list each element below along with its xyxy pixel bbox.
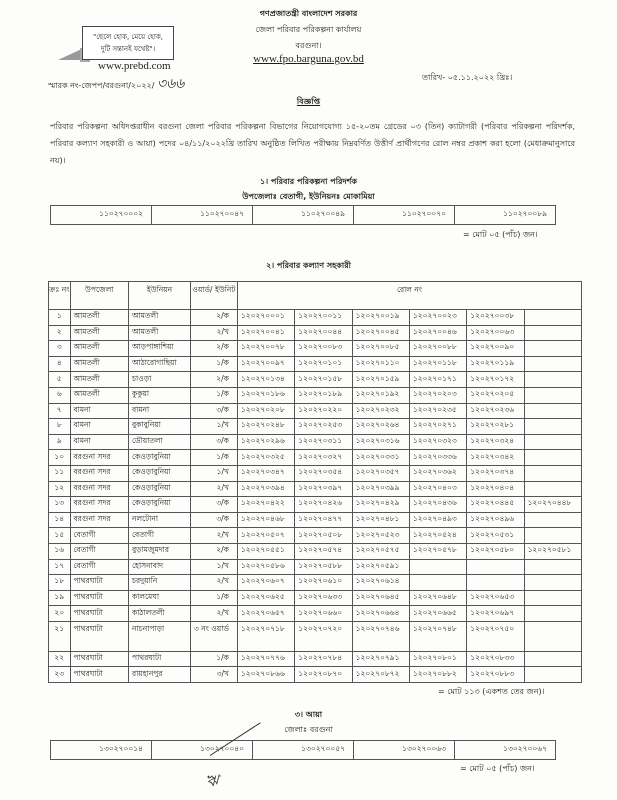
serial-cell: ৬ — [49, 387, 71, 403]
table-row — [49, 543, 582, 559]
roll-cell — [524, 419, 581, 435]
serial-cell: ১ — [49, 310, 71, 326]
roll-cell: ১২০২৭০৮৩৩ — [467, 651, 524, 667]
table-row — [49, 419, 582, 435]
serial-cell: ২৩ — [49, 667, 71, 683]
union-cell: আঠারোগাছিয়া — [129, 356, 191, 372]
roll-cell: ১৩০২৭০০৪০ — [152, 741, 253, 760]
roll-cell: ১২০২৭০২০৮ — [237, 403, 294, 419]
table-row — [49, 621, 582, 651]
roll-cell: ১২০২৭০৫৭৮ — [409, 543, 466, 559]
roll-cell — [524, 465, 581, 481]
roll-cell: ১২০২৭০৫৭৪ — [295, 543, 352, 559]
roll-cell — [467, 559, 524, 575]
roll-cell — [409, 559, 466, 575]
roll-cell — [524, 372, 581, 388]
table-header-row — [49, 282, 582, 310]
roll-cell — [524, 528, 581, 544]
notice-title: বিজ্ঞপ্তি — [296, 97, 321, 106]
serial-cell: ৫ — [49, 372, 71, 388]
roll-cell: ১২০২৭০৫০৮ — [295, 528, 352, 544]
roll-cell — [524, 450, 581, 466]
union-cell: আমতলী — [129, 325, 191, 341]
roll-cell: ১২০২৭০৩৪৭ — [237, 465, 294, 481]
memo-prefix: স্মারক নং-জেপপ/বরগুনা/২০২২/ — [48, 81, 155, 90]
roll-cell — [524, 667, 581, 683]
serial-cell: ২১ — [49, 621, 71, 651]
roll-cell: ১২০২৭০০৯৭ — [237, 356, 294, 372]
roll-cell: ১২০২৭০৬৩৩ — [295, 590, 352, 606]
table-row — [49, 528, 582, 544]
roll-cell — [524, 481, 581, 497]
upazila-cell: আমতলী — [70, 387, 129, 403]
table-row — [49, 651, 582, 667]
roll-cell: ১২০২৭০০১৯ — [352, 310, 409, 326]
roll-cell: ১২০২৭০৮৭০ — [295, 667, 352, 683]
roll-cell — [409, 575, 466, 591]
upazila-cell: পাথরঘাটা — [70, 590, 129, 606]
roll-cell: ১২০২৭০৬৬৫ — [409, 606, 466, 622]
upazila-cell: বরগুনা সদর — [70, 481, 129, 497]
table-row — [49, 372, 582, 388]
roll-cell: ১২০২৭০০৪৪ — [295, 325, 352, 341]
header-union: ইউনিয়ন — [129, 282, 191, 310]
serial-cell: ১৭ — [49, 559, 71, 575]
roll-cell: ১২০২৭০৪৪৫ — [467, 497, 524, 513]
union-cell: কেওড়াবুনিয়া — [129, 497, 191, 513]
upazila-cell: বামনা — [70, 434, 129, 450]
header-upazila: উপজেলা — [70, 282, 129, 310]
notice-body: পরিবার পরিকল্পনা অধিদপ্তরাধীন বরগুনা জেলা পরিবার পরিকল্পনা বিভাগের নিয়োগযোগ্য ১৫-২০তম গ্রেডের ০৩ (তিন) ক্যাটাগরী (পরিবার পরিকল্পনা পরিদর্শক, পরিবার কল্যাণ সহকারী ও আয়া) পদের ০৪/১১/২০২২খ্রি তারিখ অনুষ্ঠিত লিখিত পরীক্ষায় নিম্নবর্ণিত উত্তীর্ণ প্রার্থীগণের রোল নম্বর প্রকাশ করা হলো (মেধাক্রমানুসারে নয়)। — [50, 122, 575, 165]
upazila-cell: আমতলী — [70, 356, 129, 372]
roll-cell: ১২০২৭০১৮৬ — [237, 387, 294, 403]
roll-cell: ১২০২৭০৬২৫ — [237, 590, 294, 606]
roll-cell: ১২০২৭০৩৪২ — [467, 450, 524, 466]
union-cell: কালমেঘা — [129, 590, 191, 606]
roll-cell: ১২০২৭০৩২৪ — [467, 434, 524, 450]
header-roll: রোল নং — [237, 282, 581, 310]
upazila-cell: বামনা — [70, 403, 129, 419]
section2-total: = মোট ১১৩ (একশত তের জন)। — [438, 687, 545, 696]
roll-cell — [524, 341, 581, 357]
serial-cell: ১৩ — [49, 497, 71, 513]
table-row — [49, 356, 582, 372]
roll-cell: ১২০২৭০৫৩১ — [467, 528, 524, 544]
roll-cell: ১২০২৭০৩২৭ — [295, 450, 352, 466]
office-location: বরগুনা। — [295, 41, 322, 50]
roll-cell: ১২০২৭০০৬৩ — [467, 325, 524, 341]
roll-cell — [524, 606, 581, 622]
union-cell: রায়হানপুর — [129, 667, 191, 683]
roll-cell: ১২০২৭০১৩৪ — [237, 372, 294, 388]
roll-cell: ১২০২৭০০৮৮ — [409, 341, 466, 357]
section1-title: ১। পরিবার পরিকল্পনা পরিদর্শক — [260, 177, 357, 186]
roll-cell: ১২০২৭০৭৪৮ — [409, 621, 466, 651]
roll-cell: ১২০২৭০৭৮৪ — [295, 651, 352, 667]
roll-cell — [524, 403, 581, 419]
roll-cell: ১১০২৭০০০২ — [51, 206, 152, 225]
union-cell: পাথরঘাটা — [129, 651, 191, 667]
roll-cell: ১২০২৭০০৯০ — [467, 341, 524, 357]
ward-cell: ১/ক — [190, 450, 237, 466]
table-row — [49, 310, 582, 326]
table-row — [49, 341, 582, 357]
office-website-link[interactable]: www.fpo.barguna.gov.bd — [253, 53, 364, 65]
serial-cell: ১৯ — [49, 590, 71, 606]
roll-cell: ১২০২৭০৫৮৬ — [237, 559, 294, 575]
roll-cell: ১২০২৭০৮৬৬ — [237, 667, 294, 683]
roll-cell: ১২০২৭০১৭২ — [467, 372, 524, 388]
roll-cell: ১২০২৭০৬০৭ — [237, 575, 294, 591]
section1-total: = মোট ০৫ (পাঁচ) জন। — [463, 230, 538, 239]
serial-cell: ৯ — [49, 434, 71, 450]
notice-date: তারিখ- ০৫.১১.২০২২ খ্রিঃ। — [422, 73, 513, 82]
roll-cell: ১২০২৭০৫২৩ — [352, 528, 409, 544]
slogan-website: www.prebd.com — [98, 60, 171, 72]
roll-cell: ১২০২৭০৫২৪ — [409, 528, 466, 544]
roll-cell: ১২০২৭০২৭১ — [409, 419, 466, 435]
roll-cell: ১২০২৭০৪০৪ — [467, 481, 524, 497]
roll-cell: ১২০২৭০১৫৯ — [352, 372, 409, 388]
roll-cell: ১২০২৭০৮৮২ — [409, 667, 466, 683]
upazila-cell: পাথরঘাটা — [70, 621, 129, 651]
table-row — [49, 450, 582, 466]
ward-cell: ১/খ — [190, 559, 237, 575]
table-row — [49, 575, 582, 591]
roll-cell: ১২০২৭০৪২২ — [237, 497, 294, 513]
roll-cell: ১২০২৭০০৮৩ — [295, 341, 352, 357]
roll-cell: ১২০২৭০৪৭৭ — [295, 512, 352, 528]
roll-cell: ১২০২৭০৫৮৮ — [295, 559, 352, 575]
serial-cell: ৩ — [49, 341, 71, 357]
roll-cell: ১২০২৭০২৩৬ — [467, 403, 524, 419]
table-row — [49, 387, 582, 403]
union-cell: কেওড়াবুনিয়া — [129, 465, 191, 481]
roll-cell: ১২০২৭০১৮৯ — [295, 387, 352, 403]
serial-cell: ১৫ — [49, 528, 71, 544]
section1-subtitle: উপজেলাঃ বেতাগী, ইউনিয়নঃ মোকামিয়া — [242, 192, 375, 201]
serial-cell: ১২ — [49, 481, 71, 497]
roll-cell: ১৩০২৭০০৬৩ — [354, 741, 455, 760]
ward-cell: ২/খ — [190, 606, 237, 622]
roll-cell: ১২০২৭০৩১১ — [295, 434, 352, 450]
union-cell: আড়পাঙ্গাশিয়া — [129, 341, 191, 357]
union-cell: বুকাবুনিয়া — [129, 419, 191, 435]
roll-cell: ১২০২৭০৮০১ — [409, 651, 466, 667]
serial-cell: ১৬ — [49, 543, 71, 559]
roll-cell: ১২০২৭০৮৮৩ — [467, 667, 524, 683]
roll-cell: ১২০২৭০১১৮ — [409, 356, 466, 372]
upazila-cell: পাথরঘাটা — [70, 651, 129, 667]
table-row — [49, 667, 582, 683]
roll-cell: ১৩০২৭০০৫৭ — [253, 741, 354, 760]
roll-cell: ১২০২৭০৪৯৩ — [409, 512, 466, 528]
roll-cell: ১২০২৭০৬১৪ — [352, 575, 409, 591]
union-cell: বামনা — [129, 403, 191, 419]
upazila-cell: বরগুনা সদর — [70, 497, 129, 513]
union-cell: কেওড়াবুনিয়া — [129, 481, 191, 497]
roll-cell: ১২০২৭০৩৯৯ — [352, 481, 409, 497]
union-cell: বুড়ামজুমদার — [129, 543, 191, 559]
roll-cell — [524, 434, 581, 450]
roll-cell: ১২০২৭০৭১৮ — [237, 621, 294, 651]
roll-cell: ১২০২৭০৭৪৬ — [352, 621, 409, 651]
roll-cell: ১২০২৭০৩৬২ — [409, 465, 466, 481]
ward-cell: ১/ক — [190, 356, 237, 372]
serial-cell: ১৮ — [49, 575, 71, 591]
union-cell: বেতাগী — [129, 528, 191, 544]
roll-cell: ১২০২৭০০০১ — [237, 310, 294, 326]
union-cell: আমতলী — [129, 310, 191, 326]
roll-cell: ১২০২৭০২৯৬ — [237, 434, 294, 450]
upazila-cell: আমতলী — [70, 310, 129, 326]
ward-cell: ৩ নং ওয়ার্ড — [190, 621, 237, 651]
roll-cell: ১২০২৭০৬৪৮ — [409, 590, 466, 606]
roll-cell: ১২০২৭০১৯২ — [352, 387, 409, 403]
roll-cell: ১২০২৭০৩৯৪ — [237, 481, 294, 497]
roll-cell: ১২০২৭০২২০ — [295, 403, 352, 419]
roll-cell — [524, 621, 581, 651]
roll-cell: ১২০২৭০৪৩৬ — [409, 497, 466, 513]
section3-total: = মোট ০৫ (পাঁচ) জন। — [460, 764, 535, 773]
roll-cell: ১২০২৭০৪০৩ — [409, 481, 466, 497]
roll-cell: ১২০২৭০৩২৩ — [409, 434, 466, 450]
roll-cell: ১২০২৭০১০১ — [295, 356, 352, 372]
roll-cell: ১২০২৭০৪৬৮ — [237, 512, 294, 528]
roll-cell: ১১০২৭০০৮৯ — [455, 206, 556, 225]
roll-cell: ১২০২৭০০১১ — [295, 310, 352, 326]
upazila-cell: বরগুনা সদর — [70, 450, 129, 466]
union-cell: কাঠালতলী — [129, 606, 191, 622]
slogan-box — [82, 26, 174, 60]
roll-cell: ১২০২৭০১৭১ — [409, 372, 466, 388]
ward-cell: ১/ক — [190, 590, 237, 606]
roll-cell: ১২০২৭০৬৫৩ — [467, 590, 524, 606]
serial-cell: ১০ — [49, 450, 71, 466]
table-row — [49, 325, 582, 341]
signature: ঋ — [205, 771, 219, 790]
roll-cell: ১২০২৭০৩৩১ — [352, 450, 409, 466]
section3-title: ৩। আয়া — [294, 710, 323, 719]
header-ward: ওয়ার্ড/ ইউনিট — [190, 282, 237, 310]
union-cell: কেওড়াবুনিয়া — [129, 450, 191, 466]
roll-cell: ১২০২৭০৪৯৬ — [467, 512, 524, 528]
section2-table-body — [49, 310, 582, 683]
serial-cell: ৮ — [49, 419, 71, 435]
upazila-cell: বেতাগী — [70, 528, 129, 544]
upazila-cell: বেতাগী — [70, 559, 129, 575]
roll-cell: ১১০২৭০০৪৭ — [152, 206, 253, 225]
ward-cell: ৩/ক — [190, 497, 237, 513]
table-row — [49, 512, 582, 528]
roll-cell: ১১০২৭০০৭০ — [354, 206, 455, 225]
serial-cell: ২০ — [49, 606, 71, 622]
upazila-cell: আমতলী — [70, 325, 129, 341]
roll-cell: ১২০২৭০৪২৬ — [295, 497, 352, 513]
union-cell: হোসনাবাদ — [129, 559, 191, 575]
ward-cell: ১/ক — [190, 651, 237, 667]
table-row — [49, 481, 582, 497]
ward-cell: ১/খ — [190, 465, 237, 481]
roll-cell: ১২০২৭০৩৫৪ — [295, 465, 352, 481]
ward-cell: ৩/ক — [190, 434, 237, 450]
roll-cell: ১২০২৭০০২৩ — [409, 310, 466, 326]
table-row — [49, 590, 582, 606]
ward-cell: ১/ক — [190, 387, 237, 403]
roll-cell — [524, 512, 581, 528]
roll-cell: ১২০২৭০৬৫৭ — [237, 606, 294, 622]
ward-cell: ৩/খ — [190, 667, 237, 683]
roll-cell: ১২০২৭০৬৬০ — [295, 606, 352, 622]
roll-cell: ১২০২৭০৪৪৮ — [524, 497, 581, 513]
header-serial: ক্রঃ নং — [49, 282, 71, 310]
section3-roll-table — [50, 740, 556, 760]
roll-cell — [524, 651, 581, 667]
ward-cell: ২/খ — [190, 528, 237, 544]
roll-cell: ১২০২৭০০৮৫ — [352, 341, 409, 357]
roll-cell: ১২০২৭০৫৮০ — [467, 543, 524, 559]
office-name: জেলা পরিবার পরিকল্পনা কার্যালয় — [255, 25, 362, 34]
ward-cell: ২/ক — [190, 310, 237, 326]
upazila-cell: পাথরঘাটা — [70, 606, 129, 622]
union-cell: ডৌয়াতলা — [129, 434, 191, 450]
roll-cell — [524, 387, 581, 403]
upazila-cell: পাথরঘাটা — [70, 575, 129, 591]
union-cell: কুকুয়া — [129, 387, 191, 403]
roll-cell: ১২০২৭০৩৭৪ — [467, 465, 524, 481]
slogan-line-1: "ছেলে হোক, মেয়ে হোক, — [92, 33, 163, 41]
upazila-cell: বেতাগী — [70, 543, 129, 559]
roll-cell: ১২০২৭০১১৯ — [467, 356, 524, 372]
roll-cell: ১২০২৭০২৮১ — [467, 419, 524, 435]
roll-cell: ১২০২৭০১১০ — [352, 356, 409, 372]
roll-cell: ১২০২৭০৪২৯ — [352, 497, 409, 513]
roll-cell: ১২০২৭০৫০৭ — [237, 528, 294, 544]
union-cell: চরদুয়ানি — [129, 575, 191, 591]
roll-cell: ১২০২৭০২০৫ — [467, 387, 524, 403]
serial-cell: ২ — [49, 325, 71, 341]
roll-cell: ১২০২৭০৭৫০ — [467, 621, 524, 651]
roll-cell: ১২০২৭০৩৯৭ — [295, 481, 352, 497]
section3-subtitle: জেলাঃ বরগুনা — [284, 725, 333, 734]
ward-cell: ১/খ — [190, 419, 237, 435]
roll-cell: ১২০২৭০৫৫১ — [237, 543, 294, 559]
serial-cell: ৭ — [49, 403, 71, 419]
roll-cell: ১২০২৭০০৪৬ — [409, 325, 466, 341]
section2-roll-table — [48, 281, 582, 683]
roll-cell: ১২০২৭০০৪১ — [237, 325, 294, 341]
table-row — [49, 465, 582, 481]
serial-cell: ১৪ — [49, 512, 71, 528]
ward-cell: ২/ক — [190, 372, 237, 388]
table-row — [49, 559, 582, 575]
roll-cell — [524, 356, 581, 372]
roll-cell: ১২০২৭০৫৭৫ — [352, 543, 409, 559]
upazila-cell: বরগুনা সদর — [70, 512, 129, 528]
ward-cell: ২/ক — [190, 341, 237, 357]
roll-cell: ১২০২৭০২৩২ — [352, 403, 409, 419]
roll-cell: ১২০২৭০৩৫৭ — [352, 465, 409, 481]
memo-number — [48, 72, 184, 96]
roll-cell: ১২০২৭০০৭৮ — [237, 341, 294, 357]
ward-cell: ২/ক — [190, 543, 237, 559]
govt-title: গণপ্রজাতন্ত্রী বাংলাদেশ সরকার — [259, 9, 358, 18]
table-row — [49, 403, 582, 419]
upazila-cell: আমতলী — [70, 341, 129, 357]
roll-cell: ১২০২৭০৭৭৬ — [237, 651, 294, 667]
roll-cell: ১২০২৭০০৩৮ — [467, 310, 524, 326]
section1-roll-table — [50, 205, 556, 225]
roll-cell: ১২০২৭০১৫৮ — [295, 372, 352, 388]
roll-cell: ১২০২৭০২০৩ — [409, 387, 466, 403]
union-cell: নলটোনা — [129, 512, 191, 528]
table-row — [49, 434, 582, 450]
roll-cell — [524, 590, 581, 606]
upazila-cell: আমতলী — [70, 372, 129, 388]
roll-cell — [524, 310, 581, 326]
section2-title: ২। পরিবার কল্যাণ সহকারী — [266, 261, 351, 270]
roll-cell: ১২০২৭০৩৩৬ — [409, 450, 466, 466]
roll-cell: ১২০২৭০৬৯৭ — [467, 606, 524, 622]
roll-cell: ১২০২৭০৪৮১ — [352, 512, 409, 528]
roll-cell: ১২০২৭০৬১০ — [295, 575, 352, 591]
roll-cell: ১২০২৭০৫৮১ — [524, 543, 581, 559]
roll-cell: ১২০২৭০৫৯১ — [352, 559, 409, 575]
ward-cell: ২/খ — [190, 481, 237, 497]
serial-cell: ৪ — [49, 356, 71, 372]
roll-cell — [524, 575, 581, 591]
ward-cell: ৩/ক — [190, 403, 237, 419]
roll-cell: ১১০২৭০০৪৯ — [253, 206, 354, 225]
roll-cell — [524, 325, 581, 341]
roll-cell: ১২০২৭০৬৬৪ — [352, 606, 409, 622]
table-row — [51, 741, 556, 760]
roll-cell — [467, 575, 524, 591]
roll-cell: ১২০২৭০৬৪৫ — [352, 590, 409, 606]
table-row — [49, 606, 582, 622]
upazila-cell: পাথরঘাটা — [70, 667, 129, 683]
roll-cell: ১২০২৭০২৫৩ — [295, 419, 352, 435]
slogan-line-2: দুটি সন্তানই যথেষ্ট"। — [100, 45, 156, 53]
ward-cell: ৩/ক — [190, 512, 237, 528]
ward-cell: ২/খ — [190, 575, 237, 591]
table-row — [49, 497, 582, 513]
roll-cell — [524, 559, 581, 575]
roll-cell: ১২০২৭০৭২০ — [295, 621, 352, 651]
upazila-cell: বরগুনা সদর — [70, 465, 129, 481]
table-row — [51, 206, 556, 225]
roll-cell: ১৩০২৭০০১৪ — [51, 741, 152, 760]
union-cell: চাওড়া — [129, 372, 191, 388]
serial-cell: ২২ — [49, 651, 71, 667]
roll-cell: ১২০২৭০২৩৫ — [409, 403, 466, 419]
roll-cell: ১২০২৭০২৪৮ — [237, 419, 294, 435]
ward-cell: ২/খ — [190, 325, 237, 341]
roll-cell: ১৩০২৭০০৬৭ — [455, 741, 556, 760]
upazila-cell: বামনা — [70, 419, 129, 435]
roll-cell: ১২০২৭০৭৯১ — [352, 651, 409, 667]
serial-cell: ১১ — [49, 465, 71, 481]
memo-handwritten-number: ৩৬৬ — [156, 76, 185, 92]
roll-cell: ১২০২৭০৮৭২ — [352, 667, 409, 683]
roll-cell: ১২০২৭০২৬৪ — [352, 419, 409, 435]
roll-cell: ১২০২৭০৩১৬ — [352, 434, 409, 450]
roll-cell: ১২০২৭০৩২৫ — [237, 450, 294, 466]
union-cell: নাচনাপাড়া — [129, 621, 191, 651]
roll-cell: ১২০২৭০০৪৫ — [352, 325, 409, 341]
